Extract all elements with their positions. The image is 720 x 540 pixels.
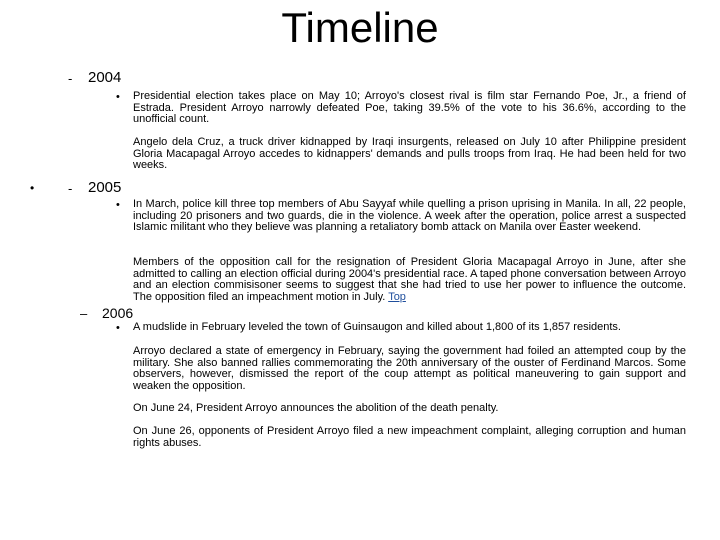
year-2006-dash: – bbox=[80, 306, 88, 321]
page-title: Timeline bbox=[281, 4, 439, 51]
year-2004-label: 2004 bbox=[88, 69, 122, 86]
year-2006-label: 2006 bbox=[102, 305, 134, 321]
bullet-2005-1: • bbox=[116, 199, 120, 211]
outer-bullet: • bbox=[30, 181, 35, 195]
year-2005-dash: - bbox=[68, 181, 73, 196]
para-2004-election: Presidential election takes place on May 10; Arroyo's closest rival is film star Fernando Poe, Jr., a friend of Estrada. President Arroyo narrowly defeated Poe, taking 39.5% of the vote to his 36.6%, according to the unofficial count. bbox=[133, 90, 686, 125]
para-2005-abu-sayyaf: In March, police kill three top members of Abu Sayyaf while quelling a prison uprising in Manila. In all, 22 people, including 20 prisoners and two guards, die in the violence. A week after the operation, police arrest a suspected Islamic militant who they believe was planning a retaliatory bomb attack on Manila over Easter weekend. bbox=[133, 198, 686, 233]
top-link[interactable]: Top bbox=[388, 290, 406, 303]
para-2006-emergency: Arroyo declared a state of emergency in February, saying the government had foiled an attempted coup by the military. She also banned rallies commemorating the 20th anniversary of the ouster of Ferdinand Marcos. Some observers, however, dismissed the report of the coup attempt as political maneuvering to gain support and weaken the opposition. bbox=[133, 345, 686, 392]
bullet-2004-1: • bbox=[116, 91, 120, 103]
para-2006-impeachment: On June 26, opponents of President Arroyo filed a new impeachment complaint, alleging corruption and human rights abuses. bbox=[133, 425, 686, 449]
year-2004-dash: - bbox=[68, 71, 73, 86]
para-2004-kidnapping: Angelo dela Cruz, a truck driver kidnapped by Iraqi insurgents, released on July 10 after Philippine president Gloria Macapagal Arroyo accedes to kidnappers' demands and pulls troops from Iraq. He had been held for two weeks. bbox=[133, 136, 686, 171]
para-2005-resignation-text: Members of the opposition call for the resignation of President Gloria Macapagal Arroyo in June, after she admitted to calling an election official during 2004's presidential race. A taped phone conversation between Arroyo and an election commisisoner seems to suggest that she had tried to use her power to influence the outcome. The opposition filed an impeachment motion in July. bbox=[133, 256, 686, 303]
bullet-2006-1: • bbox=[116, 322, 120, 334]
para-2005-resignation bbox=[133, 257, 686, 303]
para-2006-mudslide: A mudslide in February leveled the town of Guinsaugon and killed about 1,800 of its 1,857 residents. bbox=[133, 321, 621, 333]
para-2006-death-penalty: On June 24, President Arroyo announces the abolition of the death penalty. bbox=[133, 402, 499, 414]
year-2005-label: 2005 bbox=[88, 179, 122, 196]
